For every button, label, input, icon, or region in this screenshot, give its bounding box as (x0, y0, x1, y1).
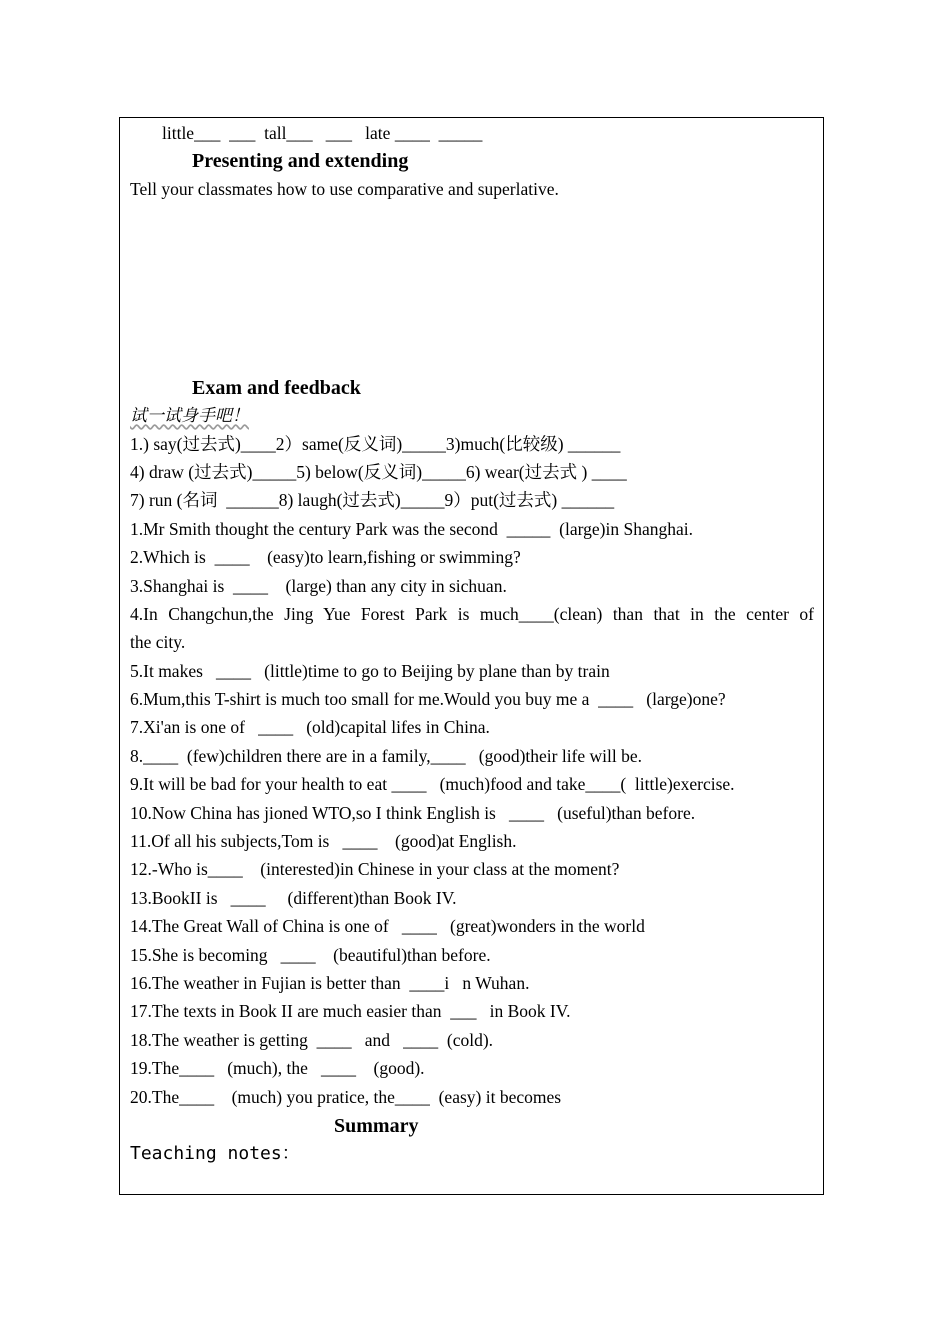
exercise-sentence: 5.It makes ____ (little)time to go to Beijing by plane than by train (130, 661, 610, 681)
exercise-sentence: 2.Which is ____ (easy)to learn,fishing or swimming? (130, 547, 521, 567)
exercise-sentence-continued: the city. (130, 632, 186, 652)
exercise-sentence: 20.The____ (much) you pratice, the____ (easy) it becomes (130, 1087, 562, 1107)
presenting-instruction: Tell your classmates how to use comparative and superlative. (130, 179, 559, 199)
exercise-sentence: 3.Shanghai is ____ (large) than any city in sichuan. (130, 576, 507, 596)
exercise-sentence: 13.BookII is ____ (different)than Book IV. (130, 888, 457, 908)
exercise-sentence: 11.Of all his subjects,Tom is ____ (good)at English. (130, 831, 517, 851)
word-form-line: 7) run (名词 ______8) laugh(过去式)_____9）put(过去式) ______ (130, 490, 615, 510)
exam-heading: Exam and feedback (192, 377, 361, 399)
teaching-notes-label: Teaching notes： (130, 1143, 300, 1164)
word-row: little___ ___ tall___ ___ late ____ _____ (162, 123, 483, 143)
exercise-sentence: 17.The texts in Book II are much easier than ___ in Book IV. (130, 1001, 571, 1021)
exercise-sentence: 19.The____ (much), the ____ (good). (130, 1058, 425, 1078)
presenting-heading: Presenting and extending (192, 150, 409, 172)
exercise-sentence: 4.In Changchun,the Jing Yue Forest Park is much____(clean) than that in the center of (130, 604, 814, 624)
exercise-sentence: 15.She is becoming ____ (beautiful)than before. (130, 945, 491, 965)
exercise-sentence: 10.Now China has jioned WTO,so I think English is ____ (useful)than before. (130, 803, 696, 823)
exercise-sentence: 9.It will be bad for your health to eat ____ (much)food and take____( little)exercise. (130, 774, 735, 794)
exercise-sentence: 16.The weather in Fujian is better than ____i n Wuhan. (130, 973, 530, 993)
exercise-sentence: 1.Mr Smith thought the century Park was the second _____ (large)in Shanghai. (130, 519, 693, 539)
summary-heading: Summary (334, 1115, 419, 1137)
word-form-line: 1.) say(过去式)____2）same(反义词)_____3)much(比较级) ______ (130, 434, 621, 454)
exercise-sentence: 18.The weather is getting ____ and ____ (cold). (130, 1030, 494, 1050)
exercise-sentence: 12.-Who is____ (interested)in Chinese in your class at the moment? (130, 859, 620, 879)
word-form-line: 4) draw (过去式)_____5) below(反义词)_____6) wear(过去式 ) ____ (130, 462, 627, 482)
exercise-sentence: 6.Mum,this T-shirt is much too small for me.Would you buy me a ____ (large)one? (130, 689, 726, 709)
exercise-sentence: 8.____ (few)children there are in a family,____ (good)their life will be. (130, 746, 643, 766)
exercise-sentence: 7.Xi'an is one of ____ (old)capital lifes in China. (130, 717, 490, 737)
exercise-sentence: 14.The Great Wall of China is one of ____ (great)wonders in the world (130, 916, 645, 936)
exam-subtitle: 试一试身手吧！ (130, 406, 249, 425)
